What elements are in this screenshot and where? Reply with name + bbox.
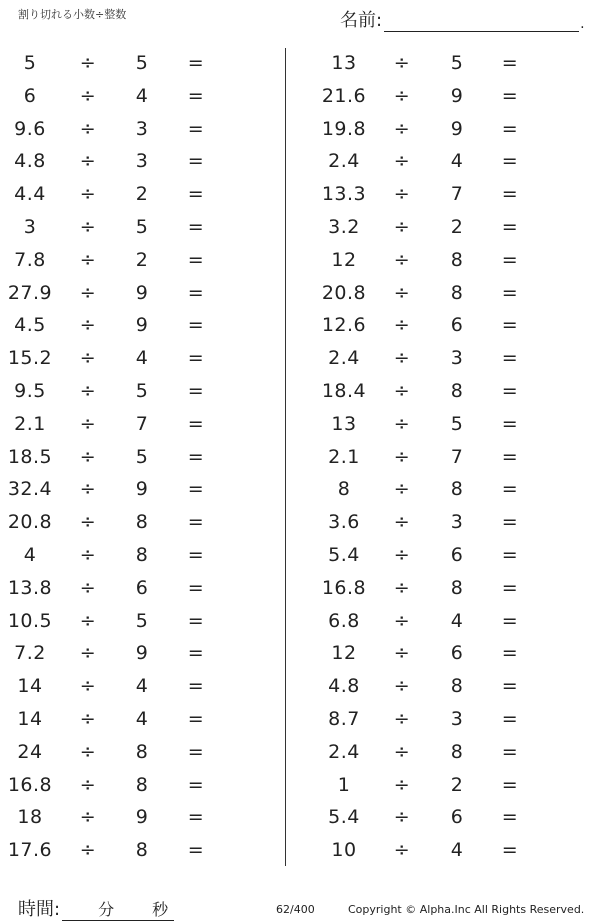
dividend: 9.6 (14, 117, 46, 140)
equals-sign: = (501, 478, 519, 501)
dividend: 13 (331, 412, 357, 435)
divisor: 9 (135, 478, 149, 501)
divisor: 7 (135, 412, 149, 435)
equals-sign: = (187, 576, 205, 599)
divisor: 6 (450, 642, 464, 665)
divide-sign: ÷ (79, 445, 97, 468)
dividend: 14 (17, 675, 43, 698)
dividend: 14 (17, 707, 43, 730)
divisor: 8 (135, 839, 149, 862)
divisor: 4 (450, 839, 464, 862)
divide-sign: ÷ (79, 379, 97, 402)
dividend: 8 (337, 478, 351, 501)
divide-sign: ÷ (79, 412, 97, 435)
dividend: 24 (17, 740, 43, 763)
divisor: 8 (135, 740, 149, 763)
divisor: 7 (450, 183, 464, 206)
divide-sign: ÷ (79, 740, 97, 763)
divide-sign: ÷ (79, 117, 97, 140)
dividend: 3.6 (328, 511, 360, 534)
equals-sign: = (501, 740, 519, 763)
divide-sign: ÷ (79, 839, 97, 862)
equals-sign: = (187, 675, 205, 698)
dividend: 20.8 (7, 511, 53, 534)
divisor: 6 (450, 314, 464, 337)
dividend: 10.5 (7, 609, 53, 632)
divide-sign: ÷ (393, 445, 411, 468)
equals-sign: = (187, 150, 205, 173)
dividend: 5.4 (328, 806, 360, 829)
divide-sign: ÷ (79, 150, 97, 173)
divide-sign: ÷ (79, 281, 97, 304)
divisor: 8 (450, 281, 464, 304)
equals-sign: = (501, 609, 519, 632)
divide-sign: ÷ (79, 707, 97, 730)
equals-sign: = (187, 806, 205, 829)
divide-sign: ÷ (393, 150, 411, 173)
divide-sign: ÷ (393, 314, 411, 337)
divide-sign: ÷ (79, 806, 97, 829)
equals-sign: = (501, 675, 519, 698)
divisor: 8 (135, 511, 149, 534)
equals-sign: = (187, 248, 205, 271)
divisor: 5 (450, 52, 464, 74)
dividend: 21.6 (321, 84, 367, 107)
equals-sign: = (501, 347, 519, 370)
divide-sign: ÷ (79, 215, 97, 238)
divide-sign: ÷ (393, 248, 411, 271)
divisor: 4 (450, 609, 464, 632)
equals-sign: = (187, 773, 205, 796)
divisor: 8 (450, 379, 464, 402)
divide-sign: ÷ (393, 347, 411, 370)
equals-sign: = (187, 347, 205, 370)
divisor: 8 (450, 740, 464, 763)
divisor: 6 (450, 543, 464, 566)
divisor: 4 (135, 347, 149, 370)
dividend: 2.4 (328, 347, 360, 370)
equals-sign: = (501, 84, 519, 107)
equals-sign: = (187, 478, 205, 501)
dividend: 13.8 (7, 576, 53, 599)
divisor: 3 (135, 150, 149, 173)
dividend: 12.6 (321, 314, 367, 337)
divide-sign: ÷ (393, 511, 411, 534)
equals-sign: = (501, 314, 519, 337)
dividend: 2.4 (328, 740, 360, 763)
dividend: 12 (331, 642, 357, 665)
equals-sign: = (187, 511, 205, 534)
divisor: 4 (135, 675, 149, 698)
divisor: 6 (450, 806, 464, 829)
equals-sign: = (501, 52, 519, 74)
dividend: 4.8 (328, 675, 360, 698)
divide-sign: ÷ (393, 478, 411, 501)
dividend: 5 (23, 52, 37, 74)
divisor: 9 (135, 281, 149, 304)
divide-sign: ÷ (393, 183, 411, 206)
divisor: 5 (135, 445, 149, 468)
equals-sign: = (187, 642, 205, 665)
divisor: 8 (450, 576, 464, 599)
dividend: 27.9 (7, 281, 53, 304)
dividend: 3 (23, 215, 37, 238)
dividend: 18.5 (7, 445, 53, 468)
equals-sign: = (501, 248, 519, 271)
dividend: 7.8 (14, 248, 46, 271)
divisor: 8 (450, 248, 464, 271)
divisor: 3 (450, 511, 464, 534)
dividend: 18 (17, 806, 43, 829)
equals-sign: = (187, 839, 205, 862)
divide-sign: ÷ (393, 707, 411, 730)
divisor: 5 (135, 52, 149, 74)
divide-sign: ÷ (79, 84, 97, 107)
equals-sign: = (501, 806, 519, 829)
divisor: 2 (135, 183, 149, 206)
equals-sign: = (187, 52, 205, 74)
dividend: 7.2 (14, 642, 46, 665)
divisor: 7 (450, 445, 464, 468)
divide-sign: ÷ (79, 347, 97, 370)
divisor: 8 (135, 543, 149, 566)
equals-sign: = (187, 281, 205, 304)
equals-sign: = (187, 740, 205, 763)
divide-sign: ÷ (79, 642, 97, 665)
name-blank-line[interactable] (384, 13, 579, 32)
divide-sign: ÷ (393, 576, 411, 599)
dividend: 19.8 (321, 117, 367, 140)
divisor: 3 (450, 707, 464, 730)
divide-sign: ÷ (79, 675, 97, 698)
divisor: 4 (135, 84, 149, 107)
divisor: 9 (135, 806, 149, 829)
seconds-label: 秒 (152, 900, 169, 919)
divide-sign: ÷ (393, 773, 411, 796)
divide-sign: ÷ (393, 52, 411, 74)
dividend: 6.8 (328, 609, 360, 632)
equals-sign: = (187, 707, 205, 730)
time-blank-line[interactable] (62, 900, 174, 921)
equals-sign: = (187, 84, 205, 107)
divisor: 4 (135, 707, 149, 730)
time-field (18, 895, 174, 921)
equals-sign: = (187, 215, 205, 238)
dividend: 18.4 (321, 379, 367, 402)
equals-sign: = (187, 543, 205, 566)
equals-sign: = (501, 839, 519, 862)
worksheet-title: 割り切れる小数÷整数 (18, 8, 127, 21)
dividend: 8.7 (328, 707, 360, 730)
divide-sign: ÷ (393, 806, 411, 829)
dividend: 2.4 (328, 150, 360, 173)
divisor: 8 (450, 675, 464, 698)
divide-sign: ÷ (79, 52, 97, 74)
dividend: 17.6 (7, 839, 53, 862)
dividend: 4.4 (14, 183, 46, 206)
equals-sign: = (187, 183, 205, 206)
equals-sign: = (501, 215, 519, 238)
time-label: 時間: (18, 899, 61, 920)
divisor: 9 (450, 84, 464, 107)
divide-sign: ÷ (79, 478, 97, 501)
divisor: 9 (135, 314, 149, 337)
page-count: 62/400 (276, 903, 315, 916)
divisor: 5 (135, 609, 149, 632)
dividend: 4.5 (14, 314, 46, 337)
divisor: 8 (135, 773, 149, 796)
divide-sign: ÷ (393, 543, 411, 566)
equals-sign: = (187, 445, 205, 468)
dividend: 2.1 (328, 445, 360, 468)
divide-sign: ÷ (79, 314, 97, 337)
equals-sign: = (501, 773, 519, 796)
dividend: 3.2 (328, 215, 360, 238)
dividend: 1 (337, 773, 351, 796)
equals-sign: = (501, 576, 519, 599)
divisor: 6 (135, 576, 149, 599)
divide-sign: ÷ (393, 675, 411, 698)
divisor: 8 (450, 478, 464, 501)
divide-sign: ÷ (79, 773, 97, 796)
divisor: 2 (135, 248, 149, 271)
name-end-mark: . (580, 16, 585, 32)
equals-sign: = (187, 412, 205, 435)
equals-sign: = (187, 609, 205, 632)
dividend: 5.4 (328, 543, 360, 566)
dividend: 20.8 (321, 281, 367, 304)
divide-sign: ÷ (393, 117, 411, 140)
dividend: 13.3 (321, 183, 367, 206)
divide-sign: ÷ (79, 543, 97, 566)
dividend: 12 (331, 248, 357, 271)
equals-sign: = (501, 281, 519, 304)
equals-sign: = (501, 543, 519, 566)
divide-sign: ÷ (393, 839, 411, 862)
divisor: 5 (135, 379, 149, 402)
equals-sign: = (187, 117, 205, 140)
dividend: 13 (331, 52, 357, 74)
dividend: 10 (331, 839, 357, 862)
divide-sign: ÷ (393, 642, 411, 665)
dividend: 2.1 (14, 412, 46, 435)
dividend: 16.8 (321, 576, 367, 599)
equals-sign: = (187, 379, 205, 402)
divisor: 2 (450, 773, 464, 796)
dividend: 15.2 (7, 347, 53, 370)
dividend: 4 (23, 543, 37, 566)
divide-sign: ÷ (79, 576, 97, 599)
dividend: 6 (23, 84, 37, 107)
divide-sign: ÷ (393, 84, 411, 107)
divide-sign: ÷ (393, 412, 411, 435)
divisor: 9 (135, 642, 149, 665)
dividend: 4.8 (14, 150, 46, 173)
equals-sign: = (501, 117, 519, 140)
divide-sign: ÷ (79, 511, 97, 534)
divide-sign: ÷ (79, 183, 97, 206)
divide-sign: ÷ (393, 379, 411, 402)
equals-sign: = (501, 707, 519, 730)
equals-sign: = (501, 379, 519, 402)
copyright-text: Copyright © Alpha.Inc All Rights Reserved. (348, 903, 585, 916)
equals-sign: = (501, 642, 519, 665)
divisor: 4 (450, 150, 464, 173)
dividend: 32.4 (7, 478, 53, 501)
name-field (340, 6, 585, 32)
divisor: 5 (135, 215, 149, 238)
equals-sign: = (501, 445, 519, 468)
divide-sign: ÷ (393, 609, 411, 632)
divide-sign: ÷ (393, 281, 411, 304)
equals-sign: = (501, 150, 519, 173)
divisor: 3 (135, 117, 149, 140)
name-label: 名前: (340, 10, 383, 31)
divisor: 5 (450, 412, 464, 435)
dividend: 9.5 (14, 379, 46, 402)
equals-sign: = (187, 314, 205, 337)
minutes-label: 分 (98, 900, 115, 919)
divisor: 3 (450, 347, 464, 370)
divide-sign: ÷ (79, 248, 97, 271)
equals-sign: = (501, 412, 519, 435)
divide-sign: ÷ (79, 609, 97, 632)
equals-sign: = (501, 183, 519, 206)
dividend: 16.8 (7, 773, 53, 796)
divisor: 2 (450, 215, 464, 238)
divide-sign: ÷ (393, 215, 411, 238)
divisor: 9 (450, 117, 464, 140)
equals-sign: = (501, 511, 519, 534)
column-divider (285, 48, 286, 866)
divide-sign: ÷ (393, 740, 411, 763)
